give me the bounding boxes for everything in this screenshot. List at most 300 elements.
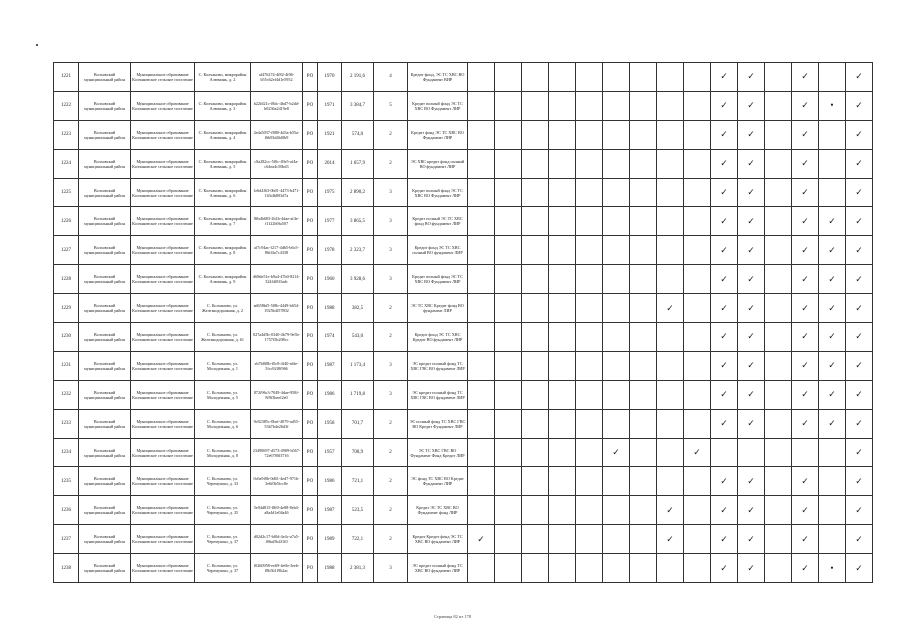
address-cell: С. Колчаново, ул. Железнодорожная, д. 61 (195, 323, 251, 352)
district-cell: Волховский муниципальный район (79, 294, 131, 323)
works-cell: Кредит полный фонд ЭС ТС ХВС ВО Фундамент ЛИР (408, 91, 468, 120)
empty-cell (495, 236, 522, 265)
check-mark-cell: ✓ (738, 265, 765, 294)
empty-cell (522, 149, 549, 178)
guid-cell: 872f96c3-7049-4dae-958f-8f9f3beef2e0 (251, 380, 303, 409)
check-mark-cell: ✓ (792, 63, 819, 92)
table-row (54, 323, 873, 352)
empty-cell (765, 294, 792, 323)
year-cell: 2014 (318, 149, 342, 178)
check-mark-cell: ✓ (738, 236, 765, 265)
empty-cell (630, 120, 657, 149)
empty-cell (522, 496, 549, 525)
empty-cell (495, 438, 522, 467)
check-mark-cell: ✓ (846, 467, 873, 496)
check-mark-cell: ✓ (738, 409, 765, 438)
type-cell: РО (303, 467, 318, 496)
guid-cell: 9c82385c-0bef-4079-ad55-53b7b4e26d3f (251, 409, 303, 438)
empty-cell (630, 525, 657, 554)
empty-cell (576, 178, 603, 207)
empty-cell (495, 63, 522, 92)
empty-cell (657, 236, 684, 265)
empty-cell (468, 438, 495, 467)
works-cell: ЭС ТС ХВС Кредит фонд ВО фундамент ЛИР (408, 294, 468, 323)
empty-cell (495, 380, 522, 409)
check-mark-cell: ✓ (846, 323, 873, 352)
empty-cell (549, 496, 576, 525)
check-mark-cell: ✓ (738, 63, 765, 92)
area-cell: 1 719,8 (342, 380, 374, 409)
check-mark-cell: ✓ (738, 496, 765, 525)
floors-cell: 2 (374, 525, 408, 554)
year-cell: 1989 (318, 525, 342, 554)
empty-cell (765, 438, 792, 467)
empty-cell (765, 178, 792, 207)
empty-cell (684, 236, 711, 265)
empty-cell (549, 351, 576, 380)
empty-cell (603, 91, 630, 120)
check-mark-cell: ✓ (738, 554, 765, 583)
district-cell: Волховский муниципальный район (79, 91, 131, 120)
empty-cell (657, 409, 684, 438)
type-cell: РО (303, 265, 318, 294)
row-number: 1234 (54, 438, 79, 467)
check-mark-cell: ✓ (792, 409, 819, 438)
empty-cell (657, 120, 684, 149)
row-number: 1227 (54, 236, 79, 265)
table-row (54, 525, 873, 554)
settlement-cell: Муниципальное образование Колчановское сельское поселение (131, 525, 195, 554)
year-cell: 1987 (318, 496, 342, 525)
works-cell: Кредит фонд ЭС ТС ХВС ВО Фундамент ЛИР (408, 120, 468, 149)
check-mark-cell: ✓ (711, 63, 738, 92)
empty-cell (765, 525, 792, 554)
settlement-cell: Муниципальное образование Колчановское сельское поселение (131, 178, 195, 207)
guid-cell: eb7b8f8b-f0c8-4f40-a6fe-5fcc92f8f966 (251, 351, 303, 380)
type-cell: РО (303, 554, 318, 583)
check-mark-cell: ✓ (684, 438, 711, 467)
year-cell: 1987 (318, 351, 342, 380)
guid-cell: c8a282cc-5f0c-49e5-af4a-c64ea4c50bd3 (251, 149, 303, 178)
empty-cell (495, 554, 522, 583)
empty-cell (468, 554, 495, 583)
empty-cell (684, 178, 711, 207)
works-cell: ЭС ТС ХВС ГВС ВО Фундамент Фонд Кредит ЛИР (408, 438, 468, 467)
empty-cell (549, 323, 576, 352)
year-cell: 1988 (318, 294, 342, 323)
check-mark-cell: ✓ (846, 91, 873, 120)
check-mark-cell: ✓ (792, 265, 819, 294)
check-mark-cell: ✓ (711, 351, 738, 380)
check-mark-cell: ✓ (792, 207, 819, 236)
check-mark-cell: ✓ (846, 525, 873, 554)
check-mark-cell: ✓ (738, 380, 765, 409)
empty-cell (684, 120, 711, 149)
empty-cell (576, 323, 603, 352)
empty-cell (495, 265, 522, 294)
floors-cell: 3 (374, 554, 408, 583)
check-mark-cell: ✓ (792, 91, 819, 120)
empty-cell (576, 63, 603, 92)
empty-cell (765, 265, 792, 294)
floors-cell: 2 (374, 323, 408, 352)
works-cell: Кредит ЭС ТС ХВС ВО Фундамент фонд ЛИР (408, 496, 468, 525)
empty-cell (630, 496, 657, 525)
district-cell: Волховский муниципальный район (79, 496, 131, 525)
check-mark-cell: ✓ (819, 265, 846, 294)
floors-cell: 3 (374, 236, 408, 265)
empty-cell (657, 149, 684, 178)
empty-cell (603, 467, 630, 496)
check-mark-cell: ✓ (711, 265, 738, 294)
address-cell: С. Колчаново, ул. Молодежная, д. 5 (195, 380, 251, 409)
table-row (54, 409, 873, 438)
dot-mark-cell: • (819, 554, 846, 583)
type-cell: РО (303, 351, 318, 380)
settlement-cell: Муниципальное образование Колчановское сельское поселение (131, 409, 195, 438)
empty-cell (522, 91, 549, 120)
district-cell: Волховский муниципальный район (79, 149, 131, 178)
settlement-cell: Муниципальное образование Колчановское сельское поселение (131, 380, 195, 409)
empty-cell (657, 554, 684, 583)
guid-cell: 2eda5037-f880-4d3a-b55a-f6b93d4bf0b9 (251, 120, 303, 149)
settlement-cell: Муниципальное образование Колчановское сельское поселение (131, 323, 195, 352)
empty-cell (522, 294, 549, 323)
district-cell: Волховский муниципальный район (79, 120, 131, 149)
area-cell: 574,0 (342, 120, 374, 149)
table-row (54, 554, 873, 583)
empty-cell (522, 525, 549, 554)
empty-cell (657, 207, 684, 236)
check-mark-cell: ✓ (792, 351, 819, 380)
year-cell: 1970 (318, 63, 342, 92)
empty-cell (495, 207, 522, 236)
type-cell: РО (303, 496, 318, 525)
empty-cell (657, 265, 684, 294)
settlement-cell: Муниципальное образование Колчановское сельское поселение (131, 207, 195, 236)
type-cell: РО (303, 525, 318, 554)
check-mark-cell: ✓ (603, 438, 630, 467)
empty-cell (684, 149, 711, 178)
check-mark-cell: ✓ (819, 294, 846, 323)
works-cell: Кредит фонд ЭС ТС ХВС Кредит ВО фундамент ЛИР (408, 323, 468, 352)
works-cell: ЭС ХВС кредит фонд полный ВО фундамент ЛИР (408, 149, 468, 178)
works-cell: Кредит полный фонд ЭС ТС ХВС ВО Фундамент ЛИР (408, 265, 468, 294)
empty-cell (819, 120, 846, 149)
row-number: 1230 (54, 323, 79, 352)
area-cell: 2 381,3 (342, 554, 374, 583)
guid-cell: f0260958-ee69-4e6b-3eeb-f8b5b1f9b2ac (251, 554, 303, 583)
settlement-cell: Муниципальное образование Колчановское сельское поселение (131, 265, 195, 294)
floors-cell: 2 (374, 294, 408, 323)
works-cell: Кредит Кредит фонд ЭС ТС ХВС ВО фундамент ЛИР (408, 525, 468, 554)
floors-cell: 2 (374, 438, 408, 467)
empty-cell (630, 351, 657, 380)
row-number: 1224 (54, 149, 79, 178)
empty-cell (522, 207, 549, 236)
empty-cell (468, 91, 495, 120)
empty-cell (576, 265, 603, 294)
housing-register-table (53, 62, 873, 583)
type-cell: РО (303, 91, 318, 120)
empty-cell (630, 438, 657, 467)
district-cell: Волховский муниципальный район (79, 63, 131, 92)
empty-cell (630, 265, 657, 294)
type-cell: РО (303, 294, 318, 323)
type-cell: РО (303, 178, 318, 207)
empty-cell (522, 351, 549, 380)
year-cell: 1921 (318, 120, 342, 149)
check-mark-cell: ✓ (819, 409, 846, 438)
year-cell: 1958 (318, 409, 342, 438)
floors-cell: 2 (374, 496, 408, 525)
empty-cell (495, 525, 522, 554)
empty-cell (549, 525, 576, 554)
empty-cell (549, 91, 576, 120)
empty-cell (468, 496, 495, 525)
empty-cell (630, 178, 657, 207)
row-number: 1237 (54, 525, 79, 554)
row-number: 1229 (54, 294, 79, 323)
table-row (54, 63, 873, 92)
empty-cell (468, 178, 495, 207)
check-mark-cell: ✓ (846, 380, 873, 409)
district-cell: Волховский муниципальный район (79, 236, 131, 265)
empty-cell (576, 207, 603, 236)
empty-cell (684, 63, 711, 92)
works-cell: ЭС полный фонд ТС ХВС ГВС ВО Кредит Фундамент ЛИР (408, 409, 468, 438)
empty-cell (630, 380, 657, 409)
check-mark-cell: ✓ (819, 236, 846, 265)
check-mark-cell: ✓ (711, 120, 738, 149)
empty-cell (603, 63, 630, 92)
empty-cell (684, 294, 711, 323)
empty-cell (630, 554, 657, 583)
empty-cell (657, 351, 684, 380)
empty-cell (468, 351, 495, 380)
empty-cell (630, 409, 657, 438)
empty-cell (522, 409, 549, 438)
area-cell: 3 384,7 (342, 91, 374, 120)
empty-cell (819, 178, 846, 207)
empty-cell (792, 438, 819, 467)
margin-mark (36, 44, 38, 46)
empty-cell (603, 380, 630, 409)
empty-cell (765, 120, 792, 149)
floors-cell: 2 (374, 120, 408, 149)
year-cell: 1978 (318, 236, 342, 265)
address-cell: С. Колчаново, ул. Черемушки, д. 37 (195, 525, 251, 554)
row-number: 1236 (54, 496, 79, 525)
check-mark-cell: ✓ (468, 525, 495, 554)
address-cell: С. Колчаново, микрорайон Алюминь, д. 5 (195, 149, 251, 178)
area-cell: 2 323,7 (342, 236, 374, 265)
check-mark-cell: ✓ (711, 207, 738, 236)
table-row (54, 351, 873, 380)
check-mark-cell: ✓ (711, 409, 738, 438)
row-number: 1238 (54, 554, 79, 583)
check-mark-cell: ✓ (846, 554, 873, 583)
settlement-cell: Муниципальное образование Колчановское сельское поселение (131, 554, 195, 583)
row-number: 1231 (54, 351, 79, 380)
empty-cell (468, 409, 495, 438)
address-cell: С. Колчаново, ул. Молодежная, д. 1 (195, 351, 251, 380)
area-cell: 543,0 (342, 323, 374, 352)
empty-cell (765, 323, 792, 352)
empty-cell (765, 380, 792, 409)
empty-cell (630, 63, 657, 92)
area-cell: 3 928,6 (342, 265, 374, 294)
empty-cell (576, 149, 603, 178)
table-row (54, 178, 873, 207)
check-mark-cell: ✓ (711, 323, 738, 352)
empty-cell (576, 525, 603, 554)
empty-cell (576, 351, 603, 380)
empty-cell (603, 525, 630, 554)
empty-cell (495, 149, 522, 178)
empty-cell (630, 149, 657, 178)
works-cell: Кредит фонд, ЭС ТС ХВС ВО Фундамент ВИР (408, 63, 468, 92)
empty-cell (657, 380, 684, 409)
district-cell: Волховский муниципальный район (79, 323, 131, 352)
empty-cell (495, 351, 522, 380)
check-mark-cell: ✓ (792, 467, 819, 496)
empty-cell (495, 467, 522, 496)
guid-cell: b22fd21c-f8dc-4bd7-b2dd-b0236a2419e8 (251, 91, 303, 120)
check-mark-cell: ✓ (657, 496, 684, 525)
check-mark-cell: ✓ (846, 351, 873, 380)
empty-cell (819, 149, 846, 178)
type-cell: РО (303, 63, 318, 92)
table-row (54, 496, 873, 525)
floors-cell: 4 (374, 63, 408, 92)
empty-cell (603, 207, 630, 236)
address-cell: С. Колчаново, микрорайон Алюминь, д. 9 (195, 265, 251, 294)
address-cell: С. Колчаново, ул. Черемушки, д. 33 (195, 467, 251, 496)
area-cell: 1 657,9 (342, 149, 374, 178)
empty-cell (684, 265, 711, 294)
empty-cell (684, 409, 711, 438)
empty-cell (765, 149, 792, 178)
works-cell: Кредит полный фонд ЭС ТС ХВС ВО Фундамент ЛИР (408, 178, 468, 207)
check-mark-cell: ✓ (846, 178, 873, 207)
empty-cell (738, 438, 765, 467)
empty-cell (603, 236, 630, 265)
empty-cell (549, 294, 576, 323)
guid-cell: 1e6d4f63-0b01-4473-b471-f1fb4b803d7a (251, 178, 303, 207)
empty-cell (765, 63, 792, 92)
empty-cell (576, 120, 603, 149)
floors-cell: 3 (374, 265, 408, 294)
row-number: 1228 (54, 265, 79, 294)
empty-cell (603, 409, 630, 438)
guid-cell: 027a4d5b-0340-4b79-9e5b-1757f5b208cc (251, 323, 303, 352)
empty-cell (468, 265, 495, 294)
floors-cell: 2 (374, 409, 408, 438)
empty-cell (603, 496, 630, 525)
empty-cell (495, 178, 522, 207)
check-mark-cell: ✓ (657, 294, 684, 323)
empty-cell (657, 91, 684, 120)
district-cell: Волховский муниципальный район (79, 380, 131, 409)
empty-cell (576, 438, 603, 467)
empty-cell (657, 467, 684, 496)
guid-cell: d68de51e-b9a4-47b0-8214-324f4f8f3adc (251, 265, 303, 294)
empty-cell (495, 409, 522, 438)
empty-cell (657, 438, 684, 467)
empty-cell (819, 525, 846, 554)
works-cell: Кредит полный ЭС ТС ХВС фонд ВО фундамент ЛИР (408, 207, 468, 236)
area-cell: 722,1 (342, 525, 374, 554)
area-cell: 382,5 (342, 294, 374, 323)
check-mark-cell: ✓ (738, 207, 765, 236)
empty-cell (765, 207, 792, 236)
empty-cell (765, 496, 792, 525)
empty-cell (711, 438, 738, 467)
type-cell: РО (303, 236, 318, 265)
empty-cell (765, 91, 792, 120)
empty-cell (468, 467, 495, 496)
settlement-cell: Муниципальное образование Колчановское сельское поселение (131, 63, 195, 92)
area-cell: 701,7 (342, 409, 374, 438)
empty-cell (684, 323, 711, 352)
type-cell: РО (303, 207, 318, 236)
district-cell: Волховский муниципальный район (79, 409, 131, 438)
address-cell: С. Колчаново, микрорайон Алюминь, д. 7 (195, 207, 251, 236)
check-mark-cell: ✓ (819, 380, 846, 409)
district-cell: Волховский муниципальный район (79, 351, 131, 380)
empty-cell (765, 351, 792, 380)
address-cell: С. Колчаново, ул. Железнодорожная, д. 2 (195, 294, 251, 323)
empty-cell (819, 63, 846, 92)
floors-cell: 3 (374, 207, 408, 236)
check-mark-cell: ✓ (846, 438, 873, 467)
empty-cell (549, 120, 576, 149)
check-mark-cell: ✓ (738, 323, 765, 352)
empty-cell (603, 294, 630, 323)
settlement-cell: Муниципальное образование Колчановское сельское поселение (131, 294, 195, 323)
table-row (54, 265, 873, 294)
address-cell: С. Колчаново, микрорайон Алюминь, д. 8 (195, 236, 251, 265)
address-cell: С. Колчаново, ул. Молодежная, д. 8 (195, 438, 251, 467)
works-cell: ЭС кредит полный фонд ТС ХВС ВО фундамент ЛИР (408, 554, 468, 583)
address-cell: С. Колчаново, микрорайон Алюминь, д. 2 (195, 63, 251, 92)
check-mark-cell: ✓ (738, 178, 765, 207)
empty-cell (684, 525, 711, 554)
empty-cell (603, 149, 630, 178)
check-mark-cell: ✓ (711, 496, 738, 525)
empty-cell (684, 467, 711, 496)
row-number: 1221 (54, 63, 79, 92)
area-cell: 721,1 (342, 467, 374, 496)
check-mark-cell: ✓ (846, 149, 873, 178)
page-footer: Страница 82 из 178 (433, 614, 472, 619)
settlement-cell: Муниципальное образование Колчановское сельское поселение (131, 91, 195, 120)
address-cell: С. Колчаново, микрорайон Алюминь, д. 6 (195, 178, 251, 207)
check-mark-cell: ✓ (846, 265, 873, 294)
empty-cell (549, 265, 576, 294)
empty-cell (684, 351, 711, 380)
guid-cell: 5e04d815-f8f0-4e88-8eb4-a8a4d1e04a46 (251, 496, 303, 525)
floors-cell: 5 (374, 91, 408, 120)
year-cell: 1977 (318, 207, 342, 236)
check-mark-cell: ✓ (792, 236, 819, 265)
empty-cell (630, 207, 657, 236)
district-cell: Волховский муниципальный район (79, 207, 131, 236)
area-cell: 708,9 (342, 438, 374, 467)
check-mark-cell: ✓ (711, 525, 738, 554)
check-mark-cell: ✓ (819, 207, 846, 236)
